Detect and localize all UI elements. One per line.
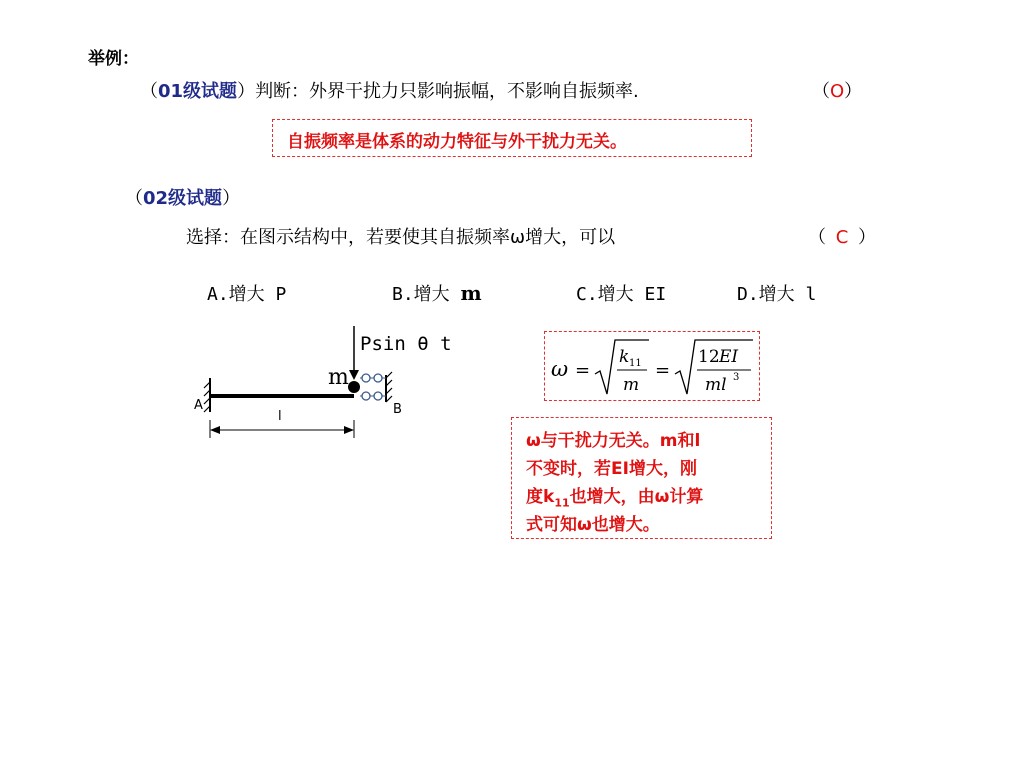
question-2-header — [125, 184, 240, 210]
option-b-var: m — [460, 281, 482, 305]
q1-answer-close: ） — [844, 81, 863, 102]
example-label: 举例： — [88, 49, 139, 69]
formula-EI: EI — [719, 347, 739, 367]
q2-note-line4: 式可知ω也增大。 — [526, 515, 660, 535]
q1-tag: 01级试题 — [158, 81, 238, 102]
q1-note: 自振频率是体系的动力特征与外干扰力无关。 — [287, 132, 627, 152]
q2-note-line3-pre: 度k — [526, 487, 555, 507]
beam-diagram — [180, 320, 470, 450]
q1-paren-open: （ — [140, 81, 158, 102]
formula-omega: ω — [551, 357, 569, 381]
load-arrow-icon — [349, 326, 359, 380]
q2-paren-open: （ — [125, 188, 143, 209]
formula-eq2: = — [655, 360, 671, 381]
mass-label: m — [328, 365, 349, 390]
q2-note-box — [511, 417, 772, 539]
formula-box — [544, 331, 760, 401]
q1-answer-value: O — [830, 81, 845, 102]
option-b — [392, 280, 482, 306]
q2-note-line1: ω与干扰力无关。m和l — [526, 431, 701, 451]
q2-note-line2: 不变时，若EI增大，刚 — [526, 459, 697, 479]
formula-m: m — [623, 375, 640, 395]
q2-tag: 02级试题 — [143, 188, 223, 209]
q1-answer — [812, 77, 862, 103]
omega-formula — [545, 332, 761, 402]
q2-text: 选择：在图示结构中，若要使其自振频率ω增大，可以 — [186, 227, 616, 248]
q2-paren-close: ） — [222, 188, 241, 209]
option-c: C.增大 EI — [576, 284, 667, 305]
q2-note-line3-sub: 11 — [554, 496, 570, 510]
formula-eq1: = — [575, 360, 591, 381]
length-label: l — [278, 409, 282, 424]
mass-icon — [348, 381, 360, 393]
q1-text: 判断：外界干扰力只影响振幅，不影响自振频率. — [255, 81, 639, 102]
formula-k-sub: 11 — [629, 358, 642, 369]
formula-ml: ml — [705, 375, 727, 395]
load-label: Psin θ t — [360, 333, 452, 355]
q2-note-line3 — [526, 482, 703, 509]
q1-answer-open: （ — [812, 81, 830, 102]
q1-note-box — [272, 119, 752, 157]
option-b-prefix: B.增大 — [392, 284, 450, 305]
q2-answer-value: C — [835, 227, 849, 248]
question-1 — [140, 77, 639, 103]
q2-answer-close: ） — [858, 227, 877, 248]
support-b-label: B — [393, 402, 402, 417]
support-a-label: A — [194, 398, 203, 413]
dimension-line — [210, 420, 354, 438]
option-d: D.增大 l — [737, 284, 817, 305]
q2-answer-open: （ — [808, 227, 826, 248]
formula-12: 12 — [698, 347, 720, 367]
formula-k: k — [619, 347, 630, 367]
q2-note-line3-post: 也增大，由ω计算 — [569, 487, 704, 507]
option-a: A.增大 P — [207, 284, 287, 305]
roller-support-b-icon — [360, 372, 392, 402]
fixed-support-a-icon — [204, 378, 210, 412]
formula-cube: 3 — [733, 372, 740, 383]
q1-paren-close: ） — [237, 81, 256, 102]
q2-answer — [808, 223, 876, 249]
